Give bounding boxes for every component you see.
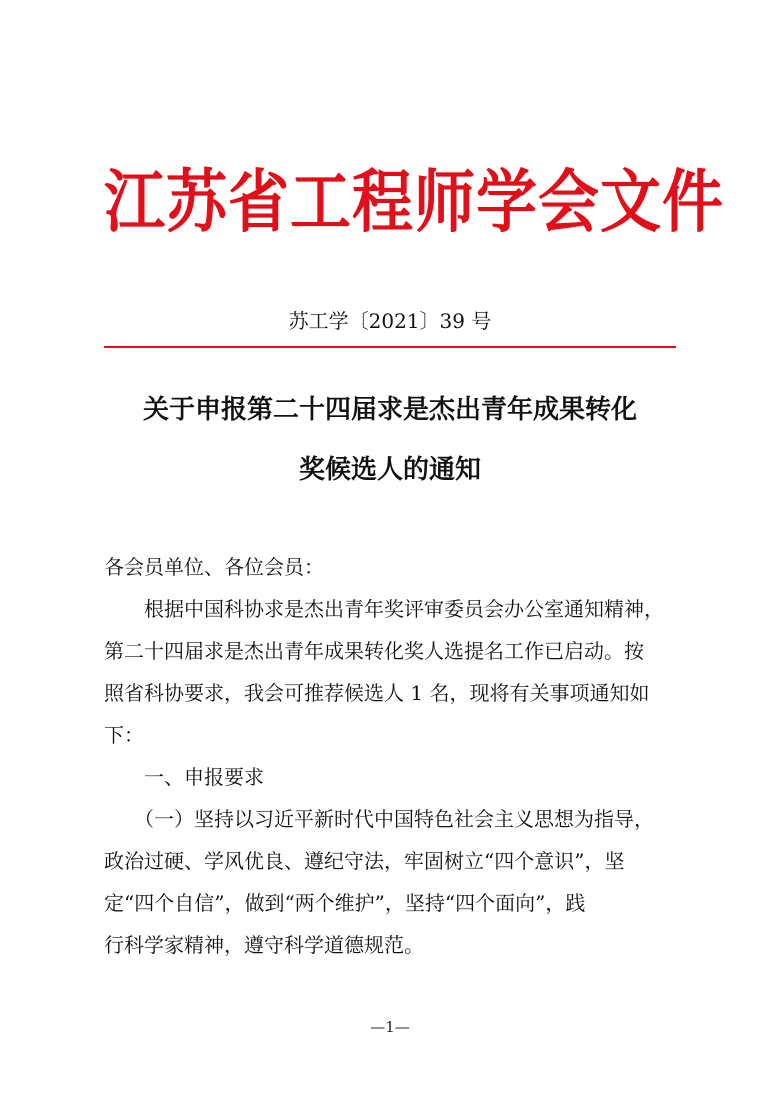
paragraph-line: 根据中国科协求是杰出青年奖评审委员会办公室通知精神， [144,597,664,621]
issuer-banner: 江苏省工程师学会文件 [104,162,725,243]
document-number: 苏工学〔2021〕39 号 [288,309,492,333]
salutation: 各会员单位、各位会员： [104,555,324,579]
notice-title-line-2: 奖候选人的通知 [298,455,481,485]
paragraph-line: （一）坚持以习近平新时代中国特色社会主义思想为指导， [134,807,654,831]
paragraph-line: 照省科协要求，我会可推荐候选人 1 名，现将有关事项通知如 [104,681,650,705]
notice-title-line-1: 关于申报第二十四届求是杰出青年成果转化 [142,395,637,425]
paragraph-line: 第二十四届求是杰出青年成果转化奖人选提名工作已启动。按 [104,639,644,663]
paragraph-line: 下： [104,723,144,747]
page-number: —1— [370,1018,410,1036]
paragraph-line: 定“四个自信”，做到“两个维护”，坚持“四个面向”，践 [104,891,586,915]
red-separator-line [104,346,676,348]
paragraph-line: 政治过硬、学风优良、遵纪守法，牢固树立“四个意识”，坚 [104,849,625,873]
paragraph-line: 行科学家精神，遵守科学道德规范。 [104,933,424,957]
section-heading: 一、申报要求 [144,765,264,789]
